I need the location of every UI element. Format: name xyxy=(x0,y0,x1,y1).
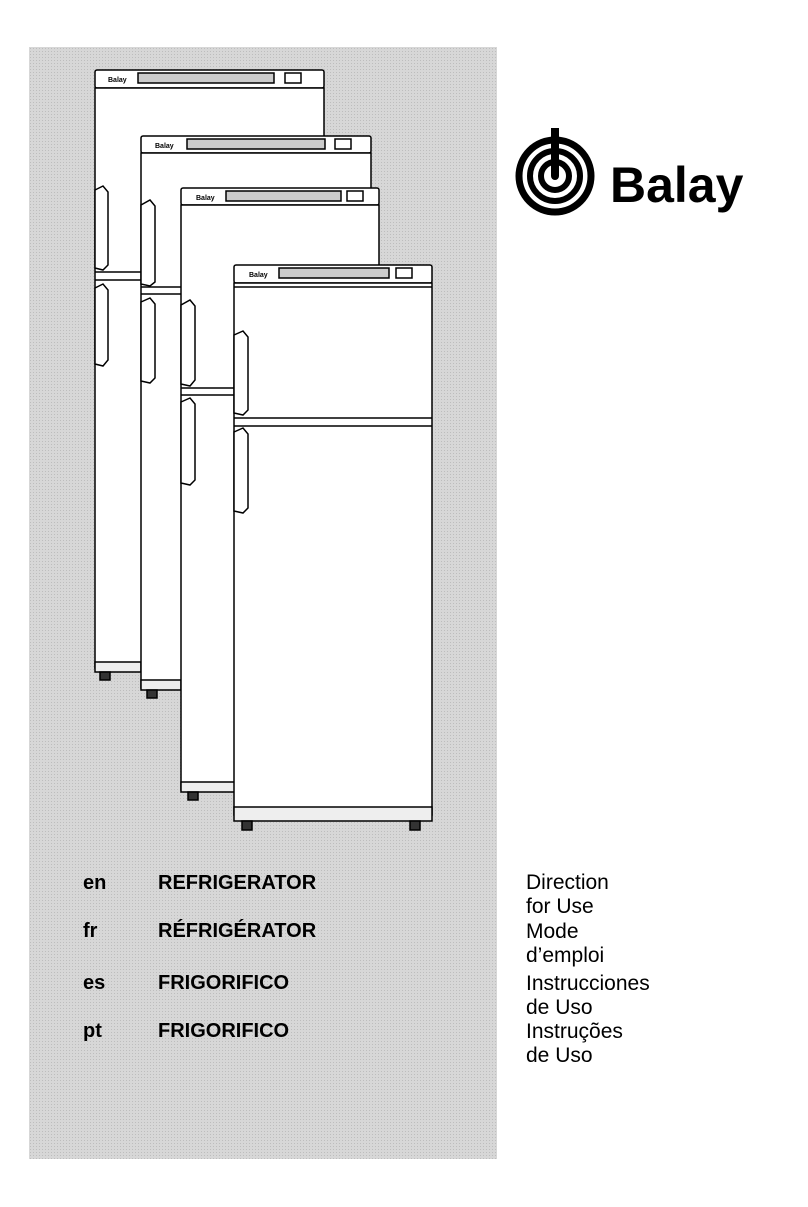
refrigerator-4 xyxy=(234,265,432,830)
balay-logo-icon xyxy=(512,124,782,220)
manual-description: Direction for Use xyxy=(526,871,609,918)
language-code: fr xyxy=(83,920,98,942)
language-code: es xyxy=(83,972,106,994)
fridge-logo-4: Balay xyxy=(249,272,268,279)
manual-description: Instruções de Uso xyxy=(526,1020,623,1067)
language-code: pt xyxy=(83,1020,102,1042)
product-name: FRIGORIFICO xyxy=(158,972,290,994)
fridge-logo-2: Balay xyxy=(155,143,174,150)
fridge-logo-3: Balay xyxy=(196,195,215,202)
language-code: en xyxy=(83,872,107,894)
brand-name: Balay xyxy=(610,157,744,213)
manual-description: Mode d’emploi xyxy=(526,920,605,967)
product-name: RÉFRIGÉRATOR xyxy=(158,920,317,942)
product-name: REFRIGERATOR xyxy=(158,872,317,894)
product-name: FRIGORIFICO xyxy=(158,1020,290,1042)
manual-description: Instrucciones de Uso xyxy=(526,972,650,1019)
fridge-logo-1: Balay xyxy=(108,77,127,84)
